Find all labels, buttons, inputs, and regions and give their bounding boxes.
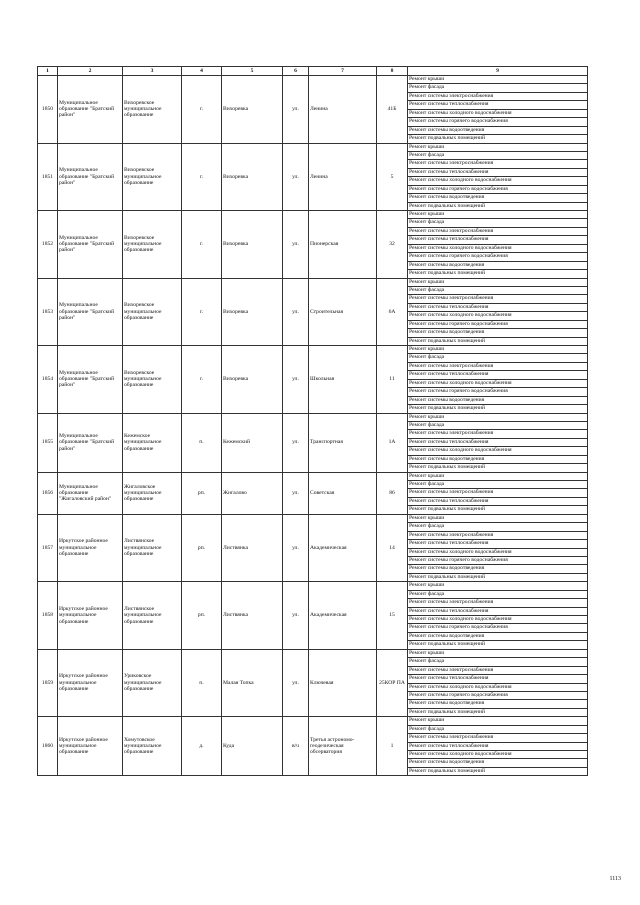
repair-work-item: Ремонт системы холодного водоснабжения (408, 548, 587, 556)
repair-work-item: Ремонт системы водоотведения (408, 564, 587, 572)
record-number: 1855 (38, 413, 58, 472)
repair-work-item: Ремонт системы водоотведения (408, 261, 587, 269)
street-type: ул. (283, 649, 309, 717)
locality-type: д. (182, 717, 222, 776)
repair-work-item: Ремонт крыши (409, 717, 445, 724)
street-type: в/ч (283, 717, 309, 776)
municipal-district: Муниципальное образование "Братский район" (58, 278, 123, 346)
street-name: Советская (309, 472, 377, 514)
repair-work-item: Ремонт системы холодного водоснабжения (408, 244, 587, 252)
street-name: Строительная (309, 278, 377, 346)
settlement-name: Листвянское муниципальное образование (123, 582, 182, 650)
locality-name: Жигалово (222, 472, 283, 514)
repair-work-item: Ремонт фасада (408, 657, 587, 665)
repair-work-item: Ремонт системы холодного водоснабжения (408, 109, 587, 117)
repair-work-item: Ремонт крыши (409, 211, 445, 217)
repair-work-item: Ремонт подвальных помещений (408, 640, 587, 648)
repair-work-item: Ремонт системы водоотведения (408, 758, 587, 766)
locality-type: п. (182, 413, 222, 472)
repair-work-item: Ремонт системы теплоснабжения (408, 438, 587, 446)
table-row (38, 413, 588, 472)
settlement-name: Вихоревское муниципальное образование (123, 76, 182, 144)
page-number: 1113 (609, 876, 621, 882)
table-body (38, 76, 588, 776)
municipal-district: Муниципальное образование "Братский район" (58, 346, 123, 414)
locality-name: Листвянка (222, 582, 283, 650)
repair-works-list (408, 650, 587, 717)
street-name: Академическая (309, 514, 377, 582)
municipal-district: Иркутское районное муниципальное образование (58, 514, 123, 582)
repair-works-cell (408, 278, 588, 346)
repair-work-item: Ремонт системы горячего водоснабжения (408, 691, 587, 699)
locality-name: Куда (222, 717, 283, 776)
repair-work-item: Ремонт системы электроснабжения (408, 92, 587, 100)
repair-work-item: Ремонт системы холодного водоснабжения (408, 750, 587, 758)
locality-name: Малая Топка (222, 649, 283, 717)
record-number: 1853 (38, 278, 58, 346)
settlement-name: Вихоревское муниципальное образование (123, 346, 182, 414)
street-name: Ленина (309, 143, 377, 211)
locality-type: рп. (182, 582, 222, 650)
header-cell: 1 (38, 67, 58, 76)
repair-work-item: Ремонт системы холодного водоснабжения (408, 311, 587, 319)
repair-work-item: Ремонт крыши (409, 649, 445, 656)
record-number: 1857 (38, 514, 58, 582)
street-type: ул. (283, 76, 309, 144)
repair-work-item: Ремонт системы электроснабжения (408, 362, 587, 370)
header-cell: 6 (283, 67, 309, 76)
capital-repair-table (37, 66, 588, 776)
repair-work-item: Ремонт крыши (409, 76, 445, 82)
repair-work-item: Ремонт системы электроснабжения (408, 429, 587, 437)
locality-name: Вихоревка (222, 76, 283, 144)
repair-work-item: Ремонт системы теплоснабжения (408, 607, 587, 615)
repair-work-item: Ремонт системы холодного водоснабжения (408, 615, 587, 623)
street-name: Школьная (309, 346, 377, 414)
repair-work-item: Ремонт системы горячего водоснабжения (408, 556, 587, 564)
repair-work-item: Ремонт системы холодного водоснабжения (408, 176, 587, 184)
street-name: Ключевая (309, 649, 377, 717)
repair-work-item: Ремонт крыши (409, 514, 445, 521)
municipal-district: Муниципальное образование "Братский район" (58, 76, 123, 144)
header-cell: 5 (222, 67, 283, 76)
house-number: 6А (377, 278, 408, 346)
repair-work-item: Ремонт фасада (408, 286, 587, 294)
repair-work-item: Ремонт системы теплоснабжения (408, 742, 587, 750)
house-number: 14 (377, 514, 408, 582)
municipal-district: Иркутское районное муниципальное образование (58, 582, 123, 650)
settlement-name: Листвянское муниципальное образование (123, 514, 182, 582)
municipal-district: Муниципальное образование "Братский район" (58, 143, 123, 211)
repair-work-item: Ремонт системы теплоснабжения (408, 497, 587, 505)
municipal-district: Муниципальное образование "Братский район" (58, 211, 123, 279)
repair-work-item: Ремонт системы водоотведения (408, 193, 587, 201)
repair-work-item: Ремонт системы водоотведения (408, 328, 587, 336)
record-number: 1852 (38, 211, 58, 279)
repair-work-item: Ремонт системы электроснабжения (408, 159, 587, 167)
locality-name: Вихоревка (222, 278, 283, 346)
street-type: ул. (283, 472, 309, 514)
repair-work-item: Ремонт системы горячего водоснабжения (408, 117, 587, 125)
repair-work-item: Ремонт подвальных помещений (408, 767, 587, 775)
municipal-district: Муниципальное образование "Братский район" (58, 413, 123, 472)
repair-work-item: Ремонт системы холодного водоснабжения (408, 683, 587, 691)
locality-type: рп. (182, 472, 222, 514)
locality-type: г. (182, 143, 222, 211)
repair-work-item: Ремонт системы водоотведения (408, 396, 587, 404)
repair-work-item: Ремонт системы теплоснабжения (408, 168, 587, 176)
repair-work-item: Ремонт подвальных помещений (408, 202, 587, 210)
repair-works-cell (408, 649, 588, 717)
street-name: Академическая (309, 582, 377, 650)
repair-work-item: Ремонт системы горячего водоснабжения (408, 320, 587, 328)
street-name: Пионерская (309, 211, 377, 279)
table-row (38, 211, 588, 279)
repair-work-item: Ремонт фасада (408, 725, 587, 733)
repair-work-item: Ремонт подвальных помещений (408, 404, 587, 412)
repair-work-item: Ремонт системы электроснабжения (408, 294, 587, 302)
repair-work-item: Ремонт системы теплоснабжения (408, 674, 587, 682)
record-number: 1860 (38, 717, 58, 776)
repair-work-item: Ремонт крыши (409, 278, 445, 285)
record-number: 1856 (38, 472, 58, 514)
repair-work-item: Ремонт системы водоотведения (408, 126, 587, 134)
repair-work-item: Ремонт крыши (409, 472, 445, 479)
repair-work-item: Ремонт фасада (408, 218, 587, 226)
house-number: 25КОР ПА (377, 649, 408, 717)
repair-work-item: Ремонт системы горячего водоснабжения (408, 387, 587, 395)
repair-work-item: Ремонт системы теплоснабжения (408, 235, 587, 243)
settlement-name: Вихоревское муниципальное образование (123, 143, 182, 211)
house-number: 1А (377, 413, 408, 472)
table-row (38, 514, 588, 582)
repair-work-item: Ремонт подвальных помещений (408, 269, 587, 277)
table-row (38, 143, 588, 211)
street-name: Ленина (309, 76, 377, 144)
house-number: 41Б (377, 76, 408, 144)
repair-works-list (408, 144, 587, 211)
street-type: ул. (283, 413, 309, 472)
settlement-name: Кежемское муниципальное образование (123, 413, 182, 472)
repair-work-item: Ремонт системы водоотведения (408, 699, 587, 707)
record-number: 1854 (38, 346, 58, 414)
repair-work-item: Ремонт подвальных помещений (408, 463, 587, 471)
repair-work-item: Ремонт фасада (408, 421, 587, 429)
locality-name: Вихоревка (222, 346, 283, 414)
record-number: 1859 (38, 649, 58, 717)
table-header-row (38, 67, 588, 76)
repair-work-item: Ремонт фасада (408, 83, 587, 91)
repair-works-cell (408, 413, 588, 472)
settlement-name: Хомутовское муниципальное образование (123, 717, 182, 776)
repair-work-item: Ремонт системы теплоснабжения (408, 100, 587, 108)
repair-work-item: Ремонт системы электроснабжения (408, 666, 587, 674)
repair-work-item: Ремонт фасада (408, 522, 587, 530)
municipal-district: Муниципальное образование "Жигаловский район" (58, 472, 123, 514)
repair-work-item: Ремонт крыши (409, 582, 445, 589)
locality-type: г. (182, 278, 222, 346)
repair-works-cell (408, 76, 588, 144)
locality-type: рп. (182, 514, 222, 582)
repair-work-item: Ремонт системы горячего водоснабжения (408, 252, 587, 260)
house-number: 15 (377, 582, 408, 650)
repair-work-item: Ремонт подвальных помещений (408, 573, 587, 581)
header-cell: 4 (182, 67, 222, 76)
repair-work-item: Ремонт крыши (409, 346, 445, 352)
header-cell: 2 (58, 67, 123, 76)
record-number: 1851 (38, 143, 58, 211)
repair-works-list (408, 279, 587, 346)
repair-work-item: Ремонт крыши (409, 413, 445, 420)
municipal-district: Иркутское районное муниципальное образование (58, 717, 123, 776)
repair-work-item: Ремонт фасада (408, 151, 587, 159)
repair-work-item: Ремонт подвальных помещений (408, 134, 587, 142)
settlement-name: Жигаловское муниципальное образование (123, 472, 182, 514)
header-cell: 8 (377, 67, 408, 76)
repair-work-item: Ремонт системы электроснабжения (408, 531, 587, 539)
locality-type: п. (182, 649, 222, 717)
locality-type: г. (182, 76, 222, 144)
repair-works-list (408, 346, 587, 413)
settlement-name: Вихоревское муниципальное образование (123, 211, 182, 279)
repair-works-list (408, 515, 587, 582)
house-number: 32 (377, 211, 408, 279)
table-row (38, 472, 588, 514)
repair-works-list (408, 76, 587, 143)
repair-works-cell (408, 514, 588, 582)
street-type: ул. (283, 346, 309, 414)
repair-work-item: Ремонт фасада (408, 480, 587, 488)
locality-name: Кежемский (222, 413, 283, 472)
table-row (38, 76, 588, 144)
repair-work-item: Ремонт крыши (409, 143, 445, 150)
house-number: 11 (377, 346, 408, 414)
repair-work-item: Ремонт системы теплоснабжения (408, 303, 587, 311)
settlement-name: Уриковское муниципальное образование (123, 649, 182, 717)
repair-work-item: Ремонт системы горячего водоснабжения (408, 185, 587, 193)
locality-type: г. (182, 346, 222, 414)
repair-work-item: Ремонт системы теплоснабжения (408, 370, 587, 378)
repair-work-item: Ремонт системы водоотведения (408, 455, 587, 463)
table-row (38, 346, 588, 414)
municipal-district: Иркутское районное муниципальное образование (58, 649, 123, 717)
repair-work-item: Ремонт системы электроснабжения (408, 733, 587, 741)
repair-works-cell (408, 346, 588, 414)
house-number: 5 (377, 143, 408, 211)
repair-work-item: Ремонт системы электроснабжения (408, 227, 587, 235)
repair-works-list (408, 414, 587, 472)
repair-works-list (408, 717, 587, 775)
repair-work-item: Ремонт системы электроснабжения (408, 488, 587, 496)
repair-works-list (408, 473, 587, 514)
street-type: ул. (283, 514, 309, 582)
locality-name: Вихоревка (222, 211, 283, 279)
locality-name: Листвянка (222, 514, 283, 582)
repair-work-item: Ремонт системы горячего водоснабжения (408, 623, 587, 631)
settlement-name: Вихоревское муниципальное образование (123, 278, 182, 346)
header-cell: 7 (309, 67, 377, 76)
repair-works-list (408, 582, 587, 649)
repair-work-item: Ремонт подвальных помещений (408, 337, 587, 345)
repair-works-cell (408, 582, 588, 650)
repair-work-item: Ремонт системы водоотведения (408, 632, 587, 640)
street-type: ул. (283, 211, 309, 279)
street-name: Третья астрономо-геодезическая обсерватория (309, 717, 377, 776)
table-row (38, 649, 588, 717)
repair-work-item: Ремонт системы холодного водоснабжения (408, 446, 587, 454)
street-name: Транспортная (309, 413, 377, 472)
repair-works-cell (408, 143, 588, 211)
table-row (38, 582, 588, 650)
repair-work-item: Ремонт подвальных помещений (408, 708, 587, 716)
header-cell: 9 (408, 67, 588, 76)
repair-works-cell (408, 717, 588, 776)
table-row (38, 717, 588, 776)
header-cell: 3 (123, 67, 182, 76)
repair-work-item: Ремонт системы теплоснабжения (408, 539, 587, 547)
repair-work-item: Ремонт системы электроснабжения (408, 598, 587, 606)
repair-works-cell (408, 472, 588, 514)
repair-work-item: Ремонт фасада (408, 353, 587, 361)
street-type: ул. (283, 582, 309, 650)
repair-work-item: Ремонт системы холодного водоснабжения (408, 379, 587, 387)
repair-work-item: Ремонт фасада (408, 590, 587, 598)
repair-works-cell (408, 211, 588, 279)
repair-works-list (408, 211, 587, 278)
record-number: 1850 (38, 76, 58, 144)
table-row (38, 278, 588, 346)
locality-name: Вихоревка (222, 143, 283, 211)
record-number: 1858 (38, 582, 58, 650)
street-type: ул. (283, 143, 309, 211)
repair-work-item: Ремонт подвальных помещений (408, 505, 587, 513)
house-number: 1 (377, 717, 408, 776)
street-type: ул. (283, 278, 309, 346)
locality-type: г. (182, 211, 222, 279)
house-number: 86 (377, 472, 408, 514)
